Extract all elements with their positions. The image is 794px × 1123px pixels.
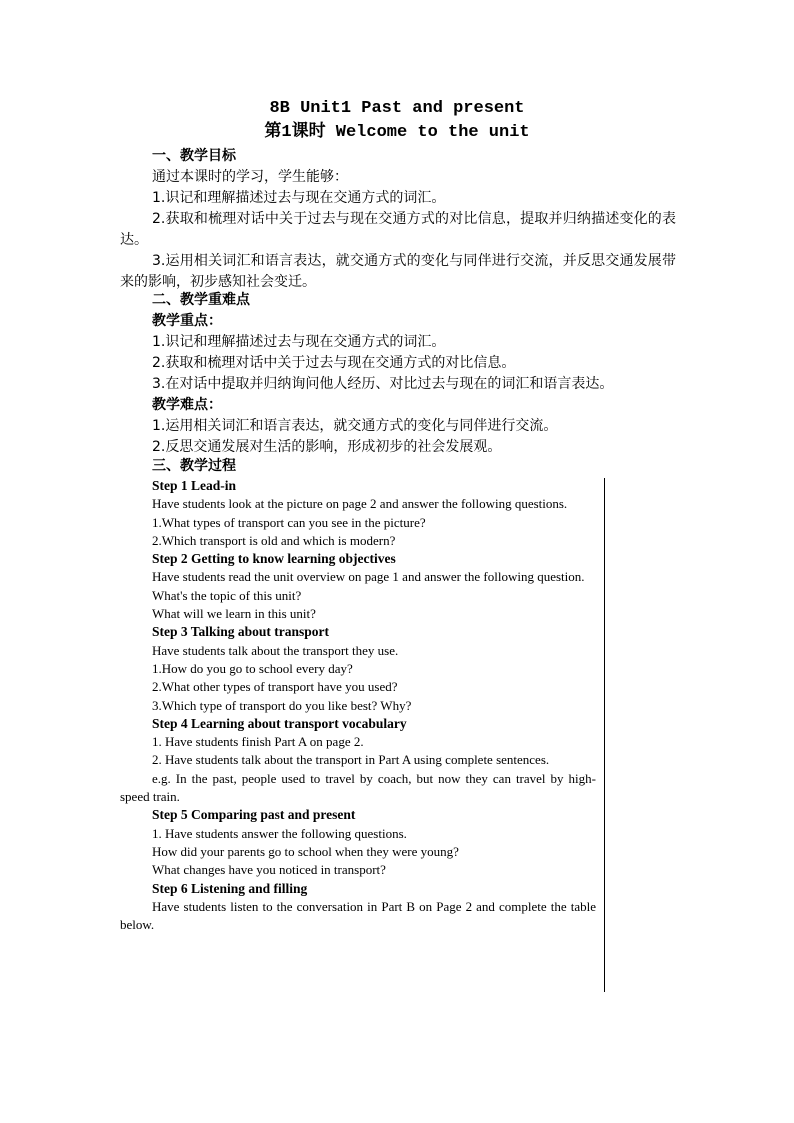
step-line: How did your parents go to school when they were young? [152,843,459,859]
difficulty-item: 2.反思交通发展对生活的影响，形成初步的社会发展观。 [152,439,502,455]
lesson-subtitle: 第1课时 Welcome to the unit [264,123,530,142]
step-line: 1.How do you go to school every day? [152,660,353,676]
step-line: 3.Which type of transport do you like best? Why? [152,697,412,713]
step-title: Step 5 Comparing past and present [152,807,356,823]
step-title: Step 6 Listening and filling [152,880,308,896]
objectives-heading: 一、教学目标 [152,148,236,164]
objective-item: 3.运用相关词汇和语言表达，就交通方式的变化与同伴进行交流，并反思交通发展带来的影响，初步感知社会变迁。 [120,253,676,290]
step-line: What's the topic of this unit? [152,587,302,603]
objectives-intro: 通过本课时的学习，学生能够： [152,169,348,185]
process-heading: 三、教学过程 [152,458,236,474]
key-points-heading: 二、教学重难点 [152,292,250,308]
step-line: 2. Have students talk about the transport in Part A using complete sentences. [152,752,550,768]
document-title: 8B Unit1 Past and present [269,99,525,118]
focus-item: 1.识记和理解描述过去与现在交通方式的词汇。 [152,334,446,350]
step-line: 2.Which transport is old and which is modern? [152,532,396,548]
table-border-line [604,478,605,992]
step-line: Have students listen to the conversation in Part B on Page 2 and complete the table below. [120,898,596,933]
objective-item: 2.获取和梳理对话中关于过去与现在交通方式的对比信息，提取并归纳描述变化的表达。 [120,211,676,248]
focus-label: 教学重点： [152,313,222,329]
step-title: Step 1 Lead-in [152,478,237,493]
step-line: Have students read the unit overview on page 1 and answer the following question. [152,569,585,585]
step-title: Step 2 Getting to know learning objectives [152,551,396,567]
step-line: What will we learn in this unit? [152,606,316,622]
focus-item: 3.在对话中提取并归纳询问他人经历、对比过去与现在的词汇和语言表达。 [152,376,614,392]
focus-item: 2.获取和梳理对话中关于过去与现在交通方式的对比信息。 [152,355,516,371]
difficulty-item: 1.运用相关词汇和语言表达，就交通方式的变化与同伴进行交流。 [152,418,558,434]
step-title: Step 3 Talking about transport [152,624,330,640]
step-line: 1. Have students finish Part A on page 2. [152,734,364,750]
difficulty-label: 教学难点： [152,397,222,413]
objectives-section [120,146,676,293]
process-section [120,456,676,477]
step-line: What changes have you noticed in transport? [152,862,386,878]
step-line: Have students talk about the transport they use. [152,642,399,658]
step-line: 1.What types of transport can you see in the picture? [152,514,426,530]
step-line: Have students look at the picture on page 2 and answer the following questions. [152,496,568,512]
objective-item: 1.识记和理解描述过去与现在交通方式的词汇。 [152,190,446,206]
step-line: 2.What other types of transport have you used? [152,679,398,695]
key-points-section [120,290,676,458]
step-line: e.g. In the past, people used to travel by coach, but now they can travel by high-speed train. [120,770,596,805]
step-title: Step 4 Learning about transport vocabulary [152,715,407,731]
process-steps [120,477,596,934]
step-line: 1. Have students answer the following questions. [152,825,407,841]
